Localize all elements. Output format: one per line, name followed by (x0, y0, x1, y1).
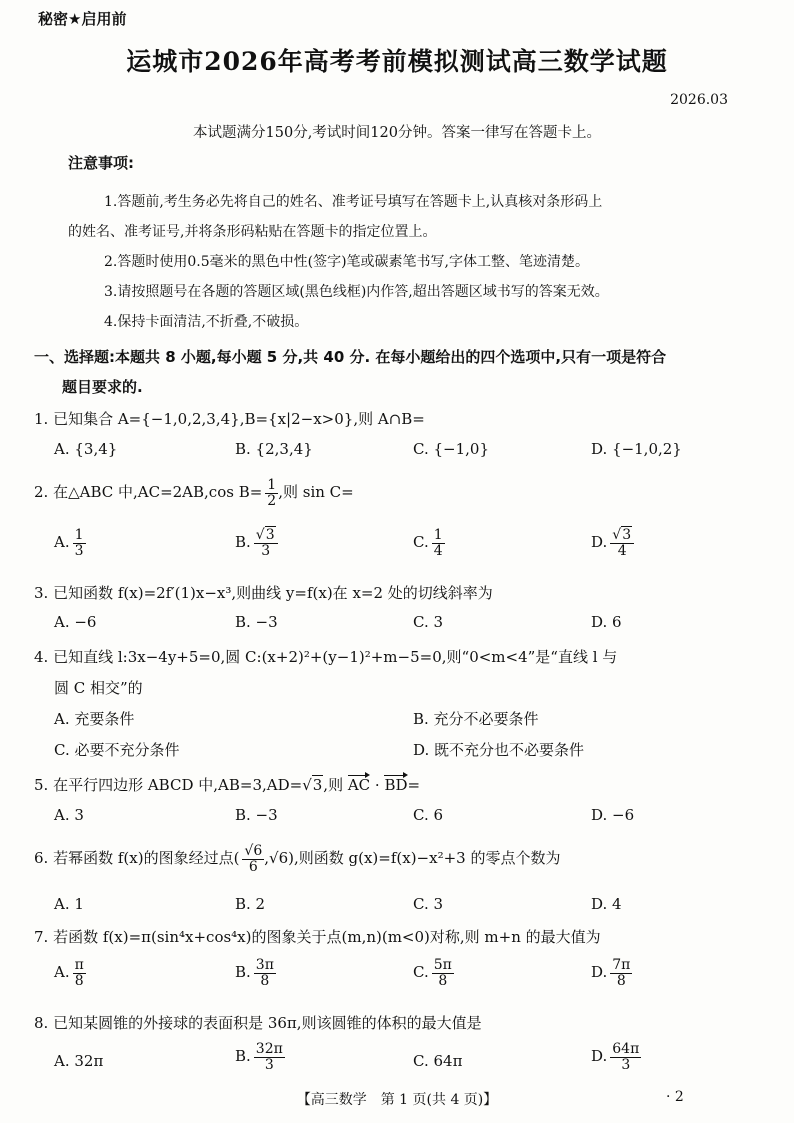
q2-option-a: A. $\frac{1}{3}$ (54, 527, 84, 559)
q3-option-d: D. 6 (591, 613, 622, 631)
section-heading-cont: 题目要求的. (62, 378, 143, 396)
q7-option-b: B. $\frac{3\pi}{8}$ (235, 957, 274, 989)
q6-option-a: A. 1 (54, 895, 84, 913)
q2-option-d: D. $\frac{√3}{4}$ (591, 528, 634, 558)
q2-stem-fraction: $\frac{1}{2}$ (267, 477, 277, 509)
section-heading: 一、选择题:本题共 8 小题,每小题 5 分,共 40 分. 在每小题给出的四个选项中,只有一项是符合 (34, 348, 667, 366)
q6-stem-fraction: $\frac{√6}{6}$ (244, 843, 263, 875)
q7-option-a: A. $\frac{\pi}{8}$ (54, 957, 84, 989)
page-footer: 【高三数学 第 1 页(共 4 页)】 (296, 1092, 498, 1108)
notice-item: 3.请按照题号在各题的答题区域(黑色线框)内作答,超出答题区域书写的答案无效。 (104, 284, 609, 300)
notice-heading: 注意事项: (68, 154, 134, 172)
q1-option-a: A. {3,4} (54, 440, 118, 458)
question-2-stem: 2. 在△ABC 中,AC=2AB,cos B= $\frac{1}{2}$ ,则 sin C= (34, 477, 354, 509)
q1-option-b: B. {2,3,4} (235, 440, 313, 458)
notice-item: 4.保持卡面清洁,不折叠,不破损。 (104, 314, 309, 330)
question-6-stem: 6. 若幂函数 f(x)的图象经过点( $\frac{√6}{6}$ ,√6),则函数 g(x)=f(x)−x²+3 的零点个数为 (34, 843, 561, 875)
q1-option-c: C. {−1,0} (413, 440, 489, 458)
question-4-stem-cont: 圆 C 相交”的 (54, 679, 143, 697)
q7-option-c: C. $\frac{5\pi}{8}$ (413, 957, 452, 989)
q2-option-b: B. $\frac{√3}{3}$ (235, 528, 278, 558)
q1-option-d: D. {−1,0,2} (591, 440, 682, 458)
question-3-stem: 3. 已知函数 f(x)=2f′(1)x−x³,则曲线 y=f(x)在 x=2 处的切线斜率为 (34, 584, 493, 602)
question-4-stem: 4. 已知直线 l:3x−4y+5=0,圆 C:(x+2)²+(y−1)²+m−5=0,则“0<m<4”是“直线 l 与 (34, 648, 618, 666)
vector-bd: BD (384, 776, 408, 794)
exam-title: 运城市2026年高考考前模拟测试高三数学试题 (126, 47, 668, 76)
q4-option-c: C. 必要不充分条件 (54, 741, 180, 759)
q5-option-a: A. 3 (54, 806, 84, 824)
q6-option-b: B. 2 (235, 895, 266, 913)
q6-option-d: D. 4 (591, 895, 622, 913)
q6-option-c: C. 3 (413, 895, 444, 913)
q2-option-c: C. $\frac{1}{4}$ (413, 527, 443, 559)
question-1-stem: 1. 已知集合 A={−1,0,2,3,4},B={x|2−x>0},则 A∩B= (34, 410, 425, 428)
q8-option-d: D. $\frac{64\pi}{3}$ (591, 1041, 640, 1073)
secret-label: 秘密★启用前 (38, 10, 127, 28)
page-mark: · 2 (666, 1089, 684, 1105)
question-7-stem: 7. 若函数 f(x)=π(sin⁴x+cos⁴x)的图象关于点(m,n)(m<0)对称,则 m+n 的最大值为 (34, 928, 601, 946)
q8-option-a: A. 32π (54, 1052, 104, 1070)
notice-item: 的姓名、准考证号,并将条形码粘贴在答题卡的指定位置上。 (68, 224, 437, 240)
question-5-stem: 5. 在平行四边形 ABCD 中,AB=3,AD=√3,则 AC · BD= (34, 776, 421, 794)
q3-option-c: C. 3 (413, 613, 444, 631)
exam-intro: 本试题满分150分,考试时间120分钟。答案一律写在答题卡上。 (193, 125, 601, 141)
q4-option-d: D. 既不充分也不必要条件 (413, 741, 585, 759)
q8-option-c: C. 64π (413, 1052, 463, 1070)
question-8-stem: 8. 已知某圆锥的外接球的表面积是 36π,则该圆锥的体积的最大值是 (34, 1014, 482, 1032)
q5-option-d: D. −6 (591, 806, 635, 824)
vector-ac: AC (347, 776, 371, 794)
q3-option-a: A. −6 (54, 613, 97, 631)
notice-item: 1.答题前,考生务必先将自己的姓名、准考证号填写在答题卡上,认真核对条形码上 (104, 194, 603, 210)
q3-option-b: B. −3 (235, 613, 278, 631)
q8-option-b: B. $\frac{32\pi}{3}$ (235, 1041, 283, 1073)
q4-option-b: B. 充分不必要条件 (413, 710, 539, 728)
q7-option-d: D. $\frac{7\pi}{8}$ (591, 957, 631, 989)
q4-option-a: A. 充要条件 (54, 710, 135, 728)
exam-date: 2026.03 (670, 92, 728, 108)
notice-item: 2.答题时使用0.5毫米的黑色中性(签字)笔或碳素笔书写,字体工整、笔迹清楚。 (104, 254, 589, 270)
q5-option-b: B. −3 (235, 806, 278, 824)
q5-option-c: C. 6 (413, 806, 444, 824)
